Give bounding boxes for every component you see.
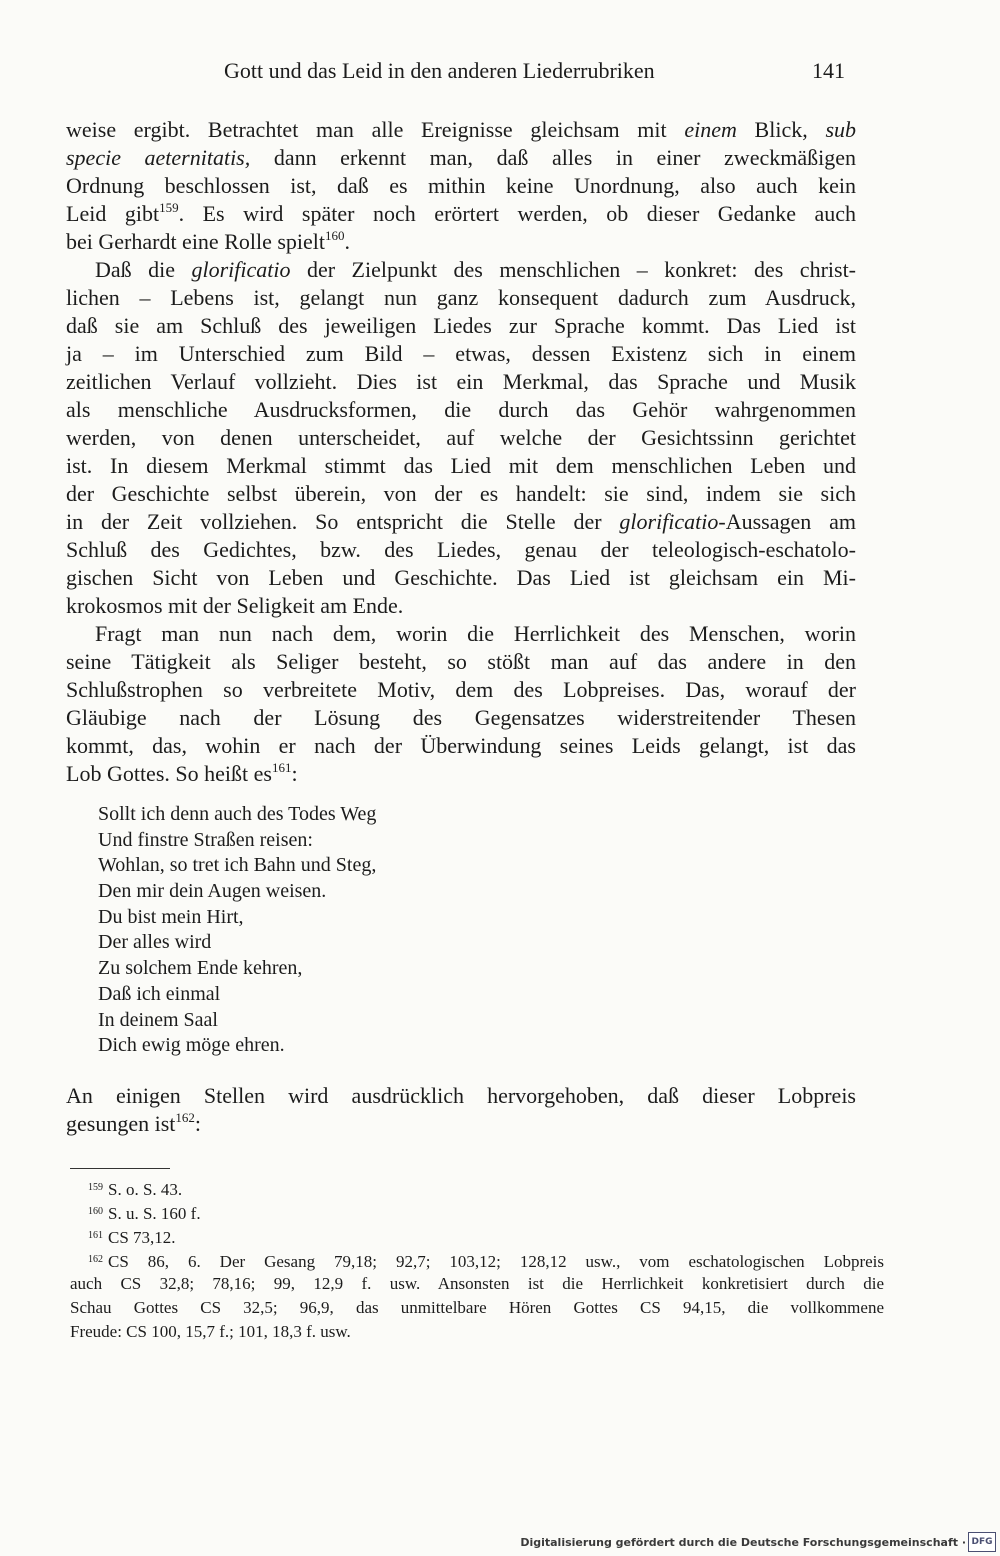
paragraph-2 (66, 256, 856, 620)
poem-line: Und finstre Straßen reisen: (98, 828, 313, 851)
text-line: Schlußstrophen so verbreitete Motiv, dem des Lobpreises. Das, worauf der (66, 677, 856, 702)
footnotes (70, 1176, 884, 1344)
text-line: bei Gerhardt eine Rolle spielt$^{160}$. (66, 228, 351, 254)
text-line: Gläubige nach der Lösung des Gegensatzes widerstreitender Thesen (66, 705, 856, 730)
text-line: werden, von denen unterscheidet, auf welche der Gesichtssinn gerichtet (66, 425, 856, 450)
poem-line: In deinem Saal (98, 1008, 218, 1031)
poem-line: Den mir dein Augen weisen. (98, 880, 327, 903)
text-line: Leid gibt$^{159}$. Es wird später noch erörtert werden, ob dieser Gedanke auch (66, 200, 856, 226)
poem-line: Du bist mein Hirt, (98, 905, 244, 928)
footnote-162: $^{162}$ CS 86, 6. Der Gesang 79,18; 92,7; 103,12; 128,12 usw., vom eschatologischen Lobpreis (88, 1252, 884, 1271)
text-line: krokosmos mit der Seligkeit am Ende. (66, 593, 404, 618)
hymn-quotation (98, 802, 376, 1059)
text-line: in der Zeit vollziehen. So entspricht die Stelle der glorificatio-Aussagen am (66, 509, 856, 534)
text-line: specie aeternitatis, dann erkennt man, daß alles in einer zweckmäßigen (66, 145, 856, 170)
footnote-ref-160[interactable]: 160 (325, 228, 345, 243)
text-line: ist. In diesem Merkmal stimmt das Lied mit dem menschlichen Leben und (66, 453, 856, 478)
text-line: Fragt man nun nach dem, worin die Herrlichkeit des Menschen, worin (95, 621, 856, 646)
poem-line: Der alles wird (98, 931, 212, 954)
text-line: Lob Gottes. So heißt $es^{161}$: (66, 760, 298, 786)
poem-line: Sollt ich denn auch des Todes Weg (98, 803, 377, 825)
text-line: Daß die glorificatio der Zielpunkt des menschlichen – konkret: des christ- (95, 257, 857, 282)
footnote-162-line: Freude: CS 100, 15,7 f.; 101, 18,3 f. usw. (70, 1322, 351, 1341)
footnote-162-line: Schau Gottes CS 32,5; 96,9, das unmittelbare Hören Gottes CS 94,15, die vollkommene (70, 1298, 884, 1317)
footnote-161: $^{161}$ CS 73,12. (88, 1228, 176, 1247)
paragraph-1 (66, 116, 856, 256)
text-line: seine Tätigkeit als Seliger besteht, so stößt man auf das andere in den (66, 649, 856, 674)
text-line: kommt, das, wohin er nach der Überwindung seines Leids gelangt, ist das (66, 733, 856, 758)
text-line: zeitlichen Verlauf vollzieht. Dies ist ein Merkmal, das Sprache und Musik (66, 369, 856, 394)
text-line: Ordnung beschlossen ist, daß es mithin keine Unordnung, also auch kein (66, 173, 856, 198)
running-header-title: Gott und das Leid in den anderen Liederrubriken (224, 58, 655, 83)
text-line: ja – im Unterschied zum Bild – etwas, dessen Existenz sich in einem (66, 341, 856, 366)
text-line: der Geschichte selbst überein, von der es handelt: sie sind, indem sie sich (66, 481, 856, 506)
text-line: An einigen Stellen wird ausdrücklich hervorgehoben, daß dieser Lobpreis (66, 1083, 856, 1108)
footnote-159: $^{159}$ S. o. S. 43. (88, 1180, 183, 1199)
digitization-credit: Digitalisierung gefördert durch die Deutsche Forschungsgemeinschaft · (520, 1536, 966, 1549)
text-line: daß sie am Schluß des jeweiligen Liedes zur Sprache kommt. Das Lied ist (66, 313, 856, 338)
paragraph-4 (66, 1082, 856, 1138)
poem-line: Wohlan, so tret ich Bahn und Steg, (98, 854, 377, 877)
dfg-logo: DFG (968, 1532, 996, 1552)
footnote-162-line: auch CS 32,8; 78,16; 99, 12,9 f. usw. Ansonsten ist die Herrlichkeit konkretisiert durch die (70, 1274, 884, 1293)
text-line: als menschliche Ausdrucksformen, die durch das Gehör wahrgenommen (66, 397, 856, 422)
footnote-ref-162[interactable]: 162 (175, 1110, 195, 1125)
poem-line: Daß ich einmal (98, 982, 221, 1005)
text-line: weise ergibt. Betrachtet man alle Ereignisse gleichsam mit einem Blick, sub (66, 117, 856, 142)
page-number: 141 (812, 58, 845, 83)
text-line: gesungen ist$^{162}$: (66, 1110, 202, 1136)
poem-line: Zu solchem Ende kehren, (98, 957, 303, 980)
footnote-ref-161[interactable]: 161 (271, 760, 292, 775)
text-line: lichen – Lebens ist, gelangt nun ganz konsequent dadurch zum Ausdruck, (66, 285, 856, 310)
footnote-separator (70, 1168, 170, 1169)
paragraph-3 (66, 620, 856, 788)
footnote-ref-159[interactable]: 159 (159, 200, 179, 215)
text-line: gischen Sicht von Leben und Geschichte. Das Lied ist gleichsam ein Mi- (66, 565, 856, 590)
poem-line: Dich ewig möge ehren. (98, 1034, 285, 1057)
text-line: Schluß des Gedichtes, bzw. des Liedes, genau der teleologisch-eschatolo- (66, 537, 856, 562)
footnote-160: $^{160}$ S. u. S. 160 f. (88, 1204, 201, 1223)
